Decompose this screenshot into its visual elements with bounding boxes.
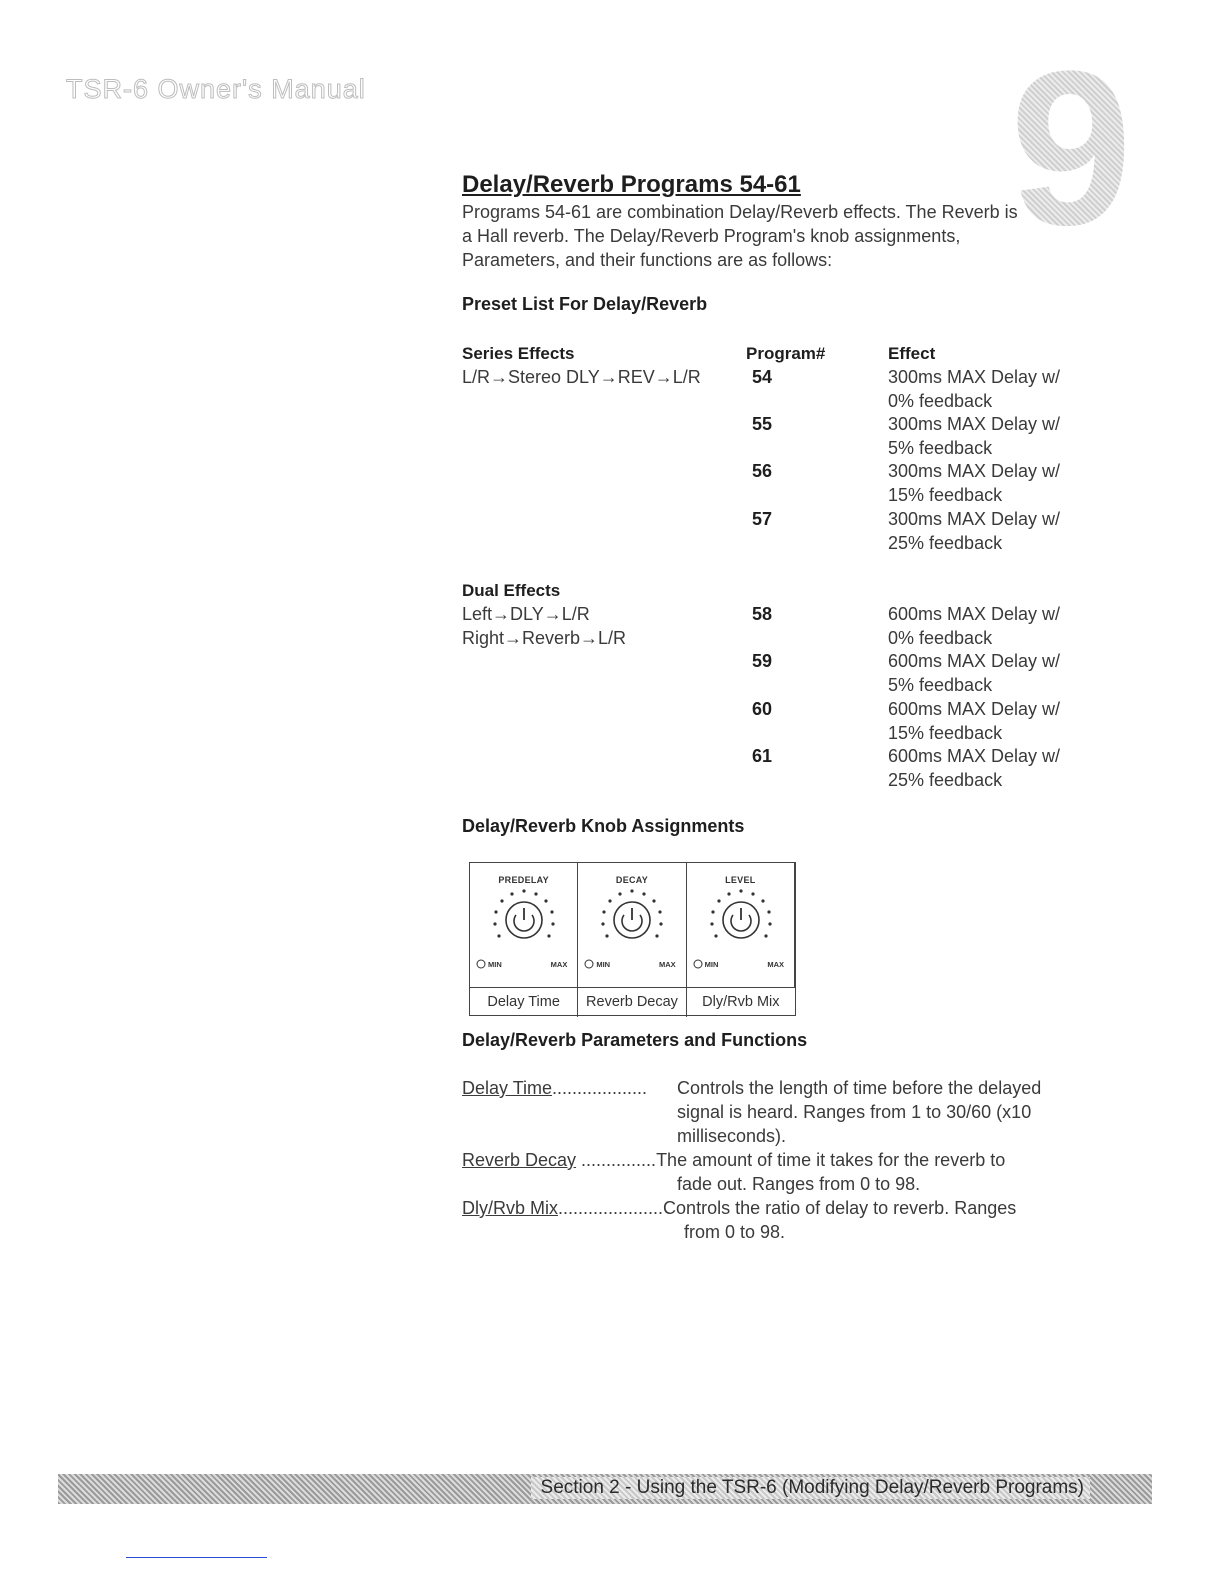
param-name: Reverb Decay <box>462 1150 577 1170</box>
max-label: MAX <box>658 960 676 969</box>
param-name: Delay Time <box>462 1078 553 1098</box>
intro-line-1: Programs 54-61 are combination Delay/Reverb effects. The Reverb is <box>462 202 1018 222</box>
effect-line-1: 300ms MAX Delay w/ <box>888 414 1061 434</box>
effect-line-1: 600ms MAX Delay w/ <box>888 699 1061 719</box>
knob-assignments-heading: Delay/Reverb Knob Assignments <box>462 816 745 836</box>
intro-line-3: Parameters, and their functions are as follows: <box>462 250 833 270</box>
param-desc-line: signal is heard. Ranges from 1 to 30/60 (x10 <box>677 1102 1032 1122</box>
max-label: MAX <box>550 960 568 969</box>
effect-line-2: 25% feedback <box>888 770 1003 790</box>
section-title: Delay/Reverb Programs 54-61 <box>462 171 801 198</box>
min-label: MIN <box>704 960 719 969</box>
knob-diagram <box>469 862 796 1016</box>
program-number: 55 <box>752 414 773 434</box>
bottom-divider <box>126 1557 267 1558</box>
program-number: 57 <box>752 509 773 529</box>
program-number: 59 <box>752 651 773 671</box>
led-icon <box>476 959 486 969</box>
col-series-header: Series Effects <box>462 344 575 363</box>
effect-line-2: 15% feedback <box>888 723 1003 743</box>
leader-dots: ............... <box>576 1150 657 1170</box>
parameters-heading: Delay/Reverb Parameters and Functions <box>462 1030 808 1050</box>
effect-line-2: 15% feedback <box>888 485 1003 505</box>
dual-routing-right: Right→Reverb→L/R <box>462 628 627 648</box>
led-icon <box>693 959 703 969</box>
param-desc-line: milliseconds). <box>677 1126 787 1146</box>
effect-line-2: 5% feedback <box>888 675 993 695</box>
knob-label-reverb-decay: Reverb Decay <box>578 987 686 1017</box>
effect-line-1: 300ms MAX Delay w/ <box>888 461 1061 481</box>
program-number: 60 <box>752 699 773 719</box>
effect-line-2: 0% feedback <box>888 628 993 648</box>
param-desc-line: The amount of time it takes for the reverb to <box>656 1150 1006 1170</box>
program-number: 58 <box>752 604 773 624</box>
knob-name: LEVEL <box>725 875 756 885</box>
effect-line-1: 600ms MAX Delay w/ <box>888 746 1061 766</box>
preset-list-heading: Preset List For Delay/Reverb <box>462 294 708 314</box>
effect-line-1: 600ms MAX Delay w/ <box>888 651 1061 671</box>
led-icon <box>584 959 594 969</box>
knob-name: PREDELAY <box>498 875 549 885</box>
param-desc-line: from 0 to 98. <box>684 1222 786 1242</box>
max-label: MAX <box>767 960 784 969</box>
col-effect-header: Effect <box>888 344 936 363</box>
intro-section <box>462 170 1102 272</box>
knob-name: DECAY <box>615 875 649 885</box>
param-name-row <box>462 1148 1005 1172</box>
param-name-row <box>462 1196 1016 1220</box>
effect-line-1: 600ms MAX Delay w/ <box>888 604 1061 624</box>
program-number: 56 <box>752 461 773 481</box>
intro-line-2: a Hall reverb. The Delay/Reverb Program's knob assignments, <box>462 226 961 246</box>
knob-label-delay-time: Delay Time <box>470 987 578 1017</box>
knob-icon <box>687 883 795 963</box>
param-desc-line: fade out. Ranges from 0 to 98. <box>677 1174 921 1194</box>
dual-routing-left: Left→DLY→L/R <box>462 604 590 624</box>
series-routing: L/R→Stereo DLY→REV→L/R <box>462 367 701 387</box>
program-number: 61 <box>752 746 773 766</box>
param-name-row <box>462 1076 647 1100</box>
knob-icon <box>578 883 686 963</box>
leader-dots: ................... <box>552 1078 648 1098</box>
effect-line-2: 0% feedback <box>888 391 993 411</box>
program-number: 54 <box>752 367 773 387</box>
effect-line-1: 300ms MAX Delay w/ <box>888 509 1061 529</box>
min-label: MIN <box>596 960 611 969</box>
leader-dots: ..................... <box>558 1198 664 1218</box>
knob-label-dly-rvb-mix: Dly/Rvb Mix <box>687 987 795 1017</box>
effect-line-2: 5% feedback <box>888 438 993 458</box>
knob-predelay <box>470 863 578 987</box>
param-desc-line: Controls the length of time before the delayed <box>677 1078 1042 1098</box>
col-program-header: Program# <box>746 344 826 363</box>
effect-line-1: 300ms MAX Delay w/ <box>888 367 1061 387</box>
min-label: MIN <box>488 960 502 969</box>
footer-section-text: Section 2 - Using the TSR-6 (Modifying Delay/Reverb Programs) <box>531 1477 1090 1499</box>
knob-decay <box>578 863 686 987</box>
footer-bar <box>58 1474 1152 1504</box>
dual-effects-header: Dual Effects <box>462 581 561 600</box>
param-name: Dly/Rvb Mix <box>462 1198 559 1218</box>
param-desc-line: Controls the ratio of delay to reverb. Ranges <box>663 1198 1017 1218</box>
knob-icon <box>470 883 578 963</box>
chapter-number: 9 <box>1010 25 1133 271</box>
knob-level <box>687 863 795 987</box>
effect-line-2: 25% feedback <box>888 533 1003 553</box>
manual-title: TSR-6 Owner's Manual <box>66 74 366 104</box>
